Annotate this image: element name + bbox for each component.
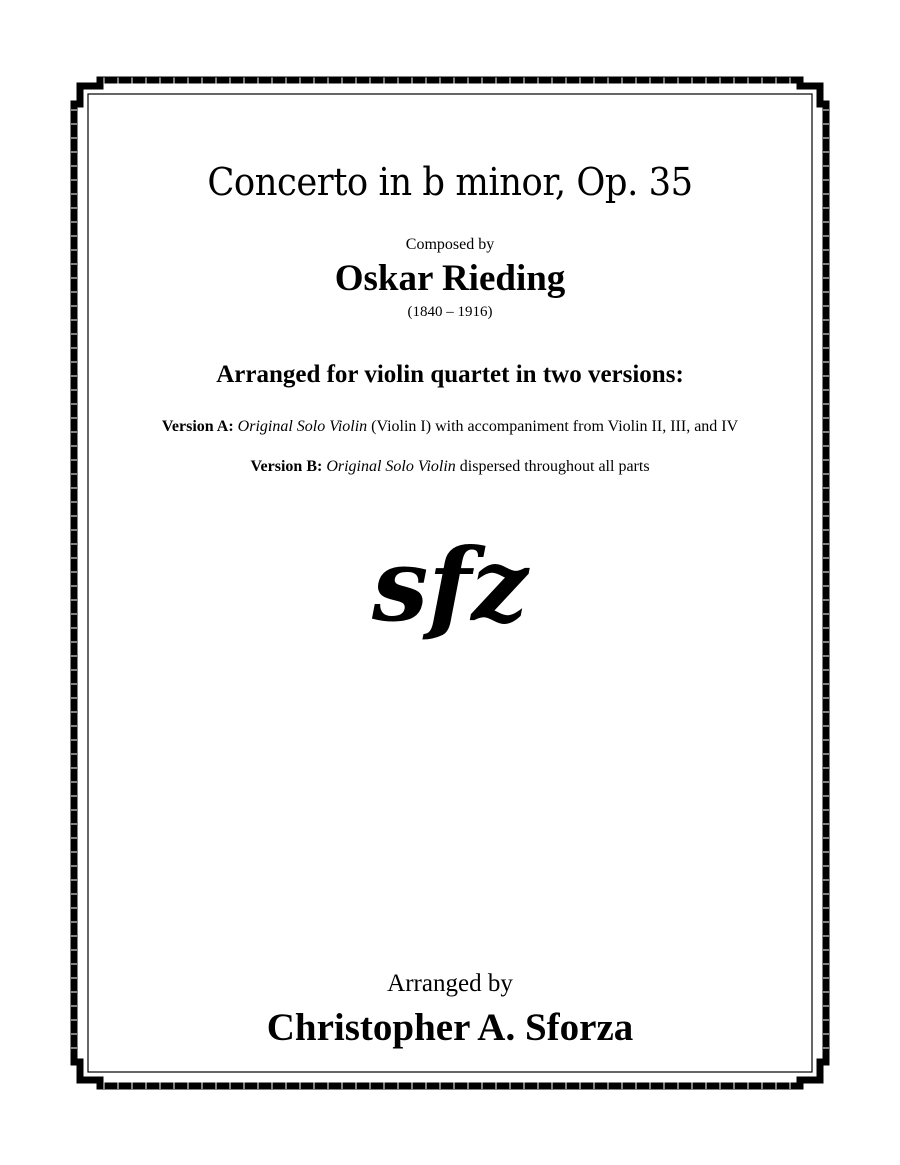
- piece-title: Concerto in b minor, Op. 35: [207, 160, 693, 204]
- arranged-by-label: Arranged by: [387, 970, 513, 997]
- sfz-logo-text: sfz: [371, 526, 529, 644]
- sfz-logo-icon: [355, 525, 545, 665]
- version-a-italic: Original Solo Violin: [237, 418, 368, 435]
- arrangement-heading: Arranged for violin quartet in two versions:: [216, 361, 684, 388]
- composer-name: Oskar Rieding: [334, 258, 566, 299]
- version-b-line: [60, 458, 840, 476]
- version-b-italic: Original Solo Violin: [326, 458, 456, 475]
- arranger-name: Christopher A. Sforza: [266, 1006, 634, 1049]
- cover-content: [100, 100, 800, 1065]
- version-b-description: dispersed throughout all parts: [455, 458, 650, 475]
- version-b-label: Version B:: [250, 458, 323, 475]
- version-a-line: [60, 418, 840, 436]
- composer-dates: (1840 – 1916): [407, 304, 493, 320]
- version-a-label: Version A:: [161, 418, 234, 435]
- composed-by-label: Composed by: [405, 236, 495, 253]
- version-a-description: (Violin I) with accompaniment from Violin II, III, and IV: [367, 418, 739, 435]
